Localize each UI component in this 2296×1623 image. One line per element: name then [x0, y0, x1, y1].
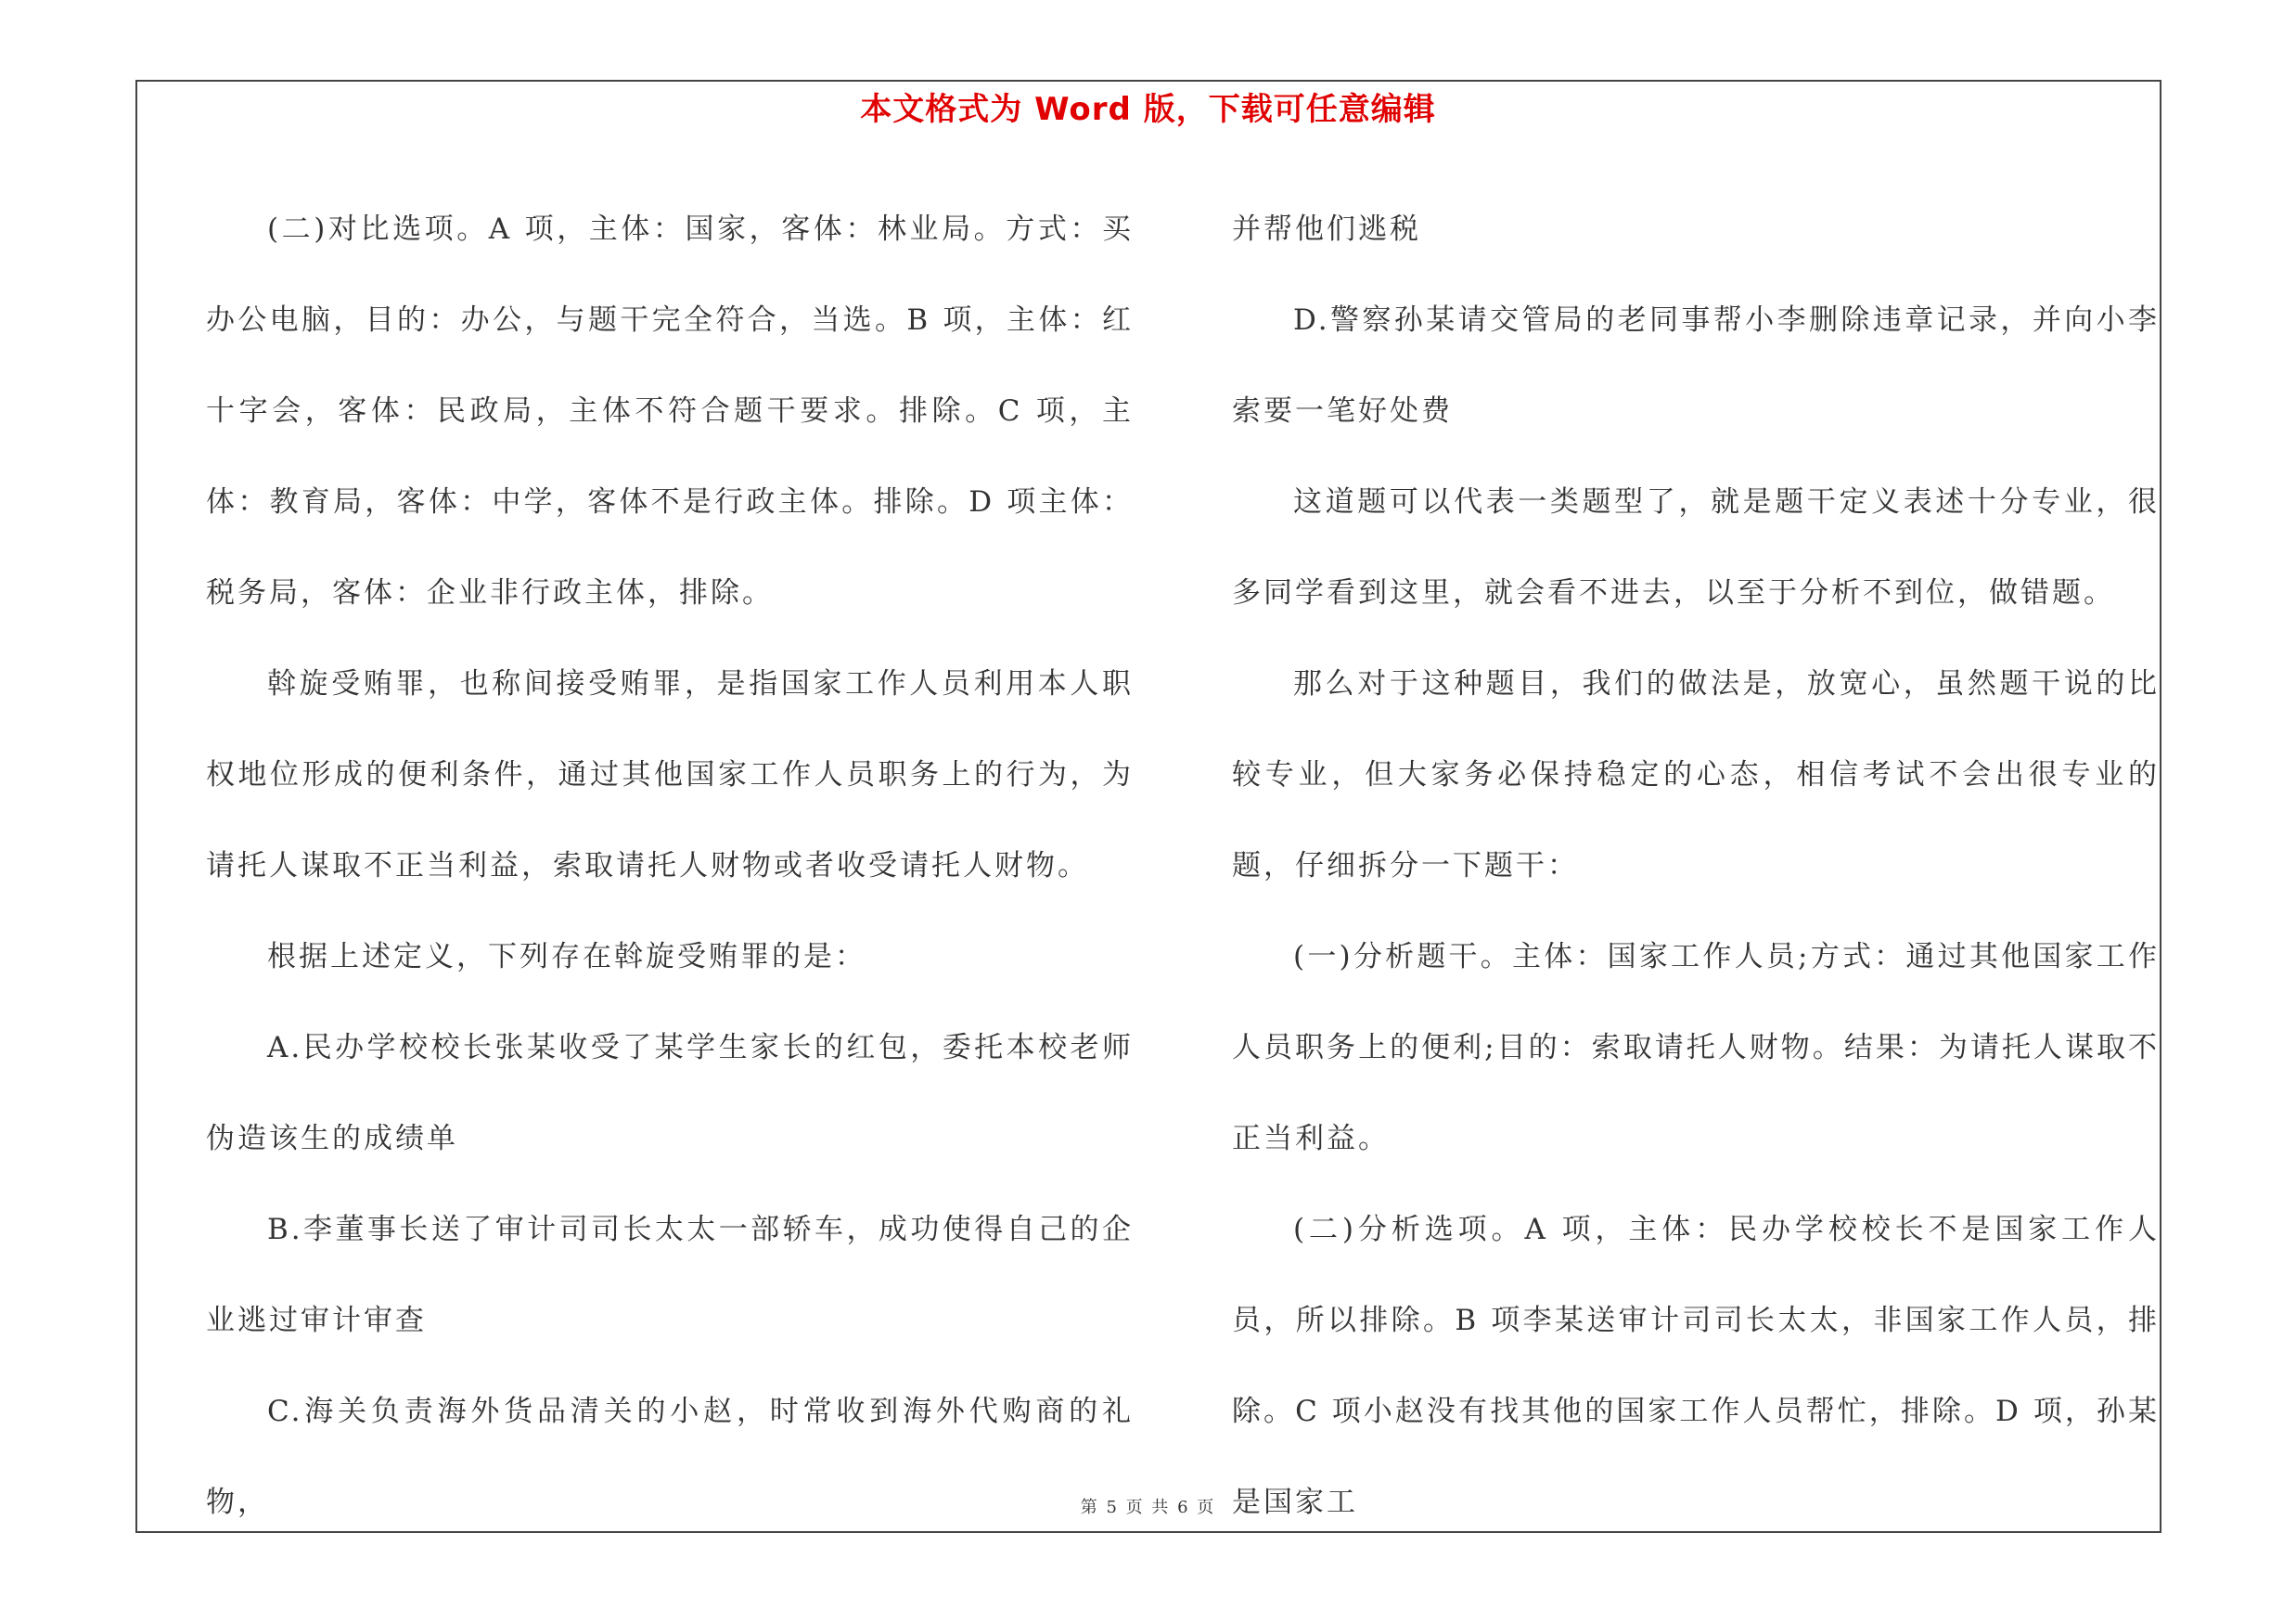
- option-b: B.李董事长送了审计司司长太太一部轿车，成功使得自己的企业逃过审计审查: [206, 1213, 1134, 1337]
- paragraph-option-analysis: (二)分析选项。A 项，主体：民办学校校长不是国家工作人员，所以排除。B 项李某送审计司司长太太，非国家工作人员，排除。C 项小赵没有找其他的国家工作人员帮忙，排除。D 项，孙某是国家工: [1232, 1213, 2160, 1519]
- option-a: A.民办学校校长张某收受了某学生家长的红包，委托本校老师伪造该生的成绩单: [206, 1031, 1134, 1155]
- paragraph-question: 根据上述定义，下列存在斡旋受贿罪的是：: [267, 940, 866, 973]
- paragraph-approach: 那么对于这种题目，我们的做法是，放宽心，虽然题干说的比较专业，但大家务必保持稳定的心态，相信考试不会出很专业的题，仔细拆分一下题干：: [1232, 667, 2160, 882]
- format-banner: 本文格式为 Word 版，下载可任意编辑: [860, 91, 1436, 128]
- paragraph-stem-analysis: (一)分析题干。主体：国家工作人员;方式：通过其他国家工作人员职务上的便利;目的：索取请托人财物。结果：为请托人谋取不正当利益。: [1232, 940, 2160, 1155]
- page-number: 第 5 页 共 6 页: [1080, 1498, 1216, 1517]
- option-d: D.警察孙某请交管局的老同事帮小李删除违章记录，并向小李索要一笔好处费: [1232, 303, 2160, 428]
- option-c: C.海关负责海外货品清关的小赵，时常收到海外代购商的礼物，: [206, 1395, 1134, 1519]
- paragraph-options-comparison: (二)对比选项。A 项，主体：国家，客体：林业局。方式：买办公电脑，目的：办公，与题干完全符合，当选。B 项，主体：红十字会，客体：民政局，主体不符合题干要求。排除。C 项，主体：教育局，客体：中学，客体不是行政主体。排除。D 项主体：税务局，客体：企业非行政主体，排除。: [206, 213, 1134, 610]
- paragraph-commentary: 这道题可以代表一类题型了，就是题干定义表述十分专业，很多同学看到这里，就会看不进去，以至于分析不到位，做错题。: [1232, 485, 2160, 610]
- option-c-continuation: 并帮他们逃税: [1232, 213, 1421, 246]
- left-column: [206, 184, 1134, 1548]
- paragraph-definition: 斡旋受贿罪，也称间接受贿罪，是指国家工作人员利用本人职权地位形成的便利条件，通过其他国家工作人员职务上的行为，为请托人谋取不正当利益，索取请托人财物或者收受请托人财物。: [206, 667, 1134, 882]
- right-column: [1232, 184, 2160, 1548]
